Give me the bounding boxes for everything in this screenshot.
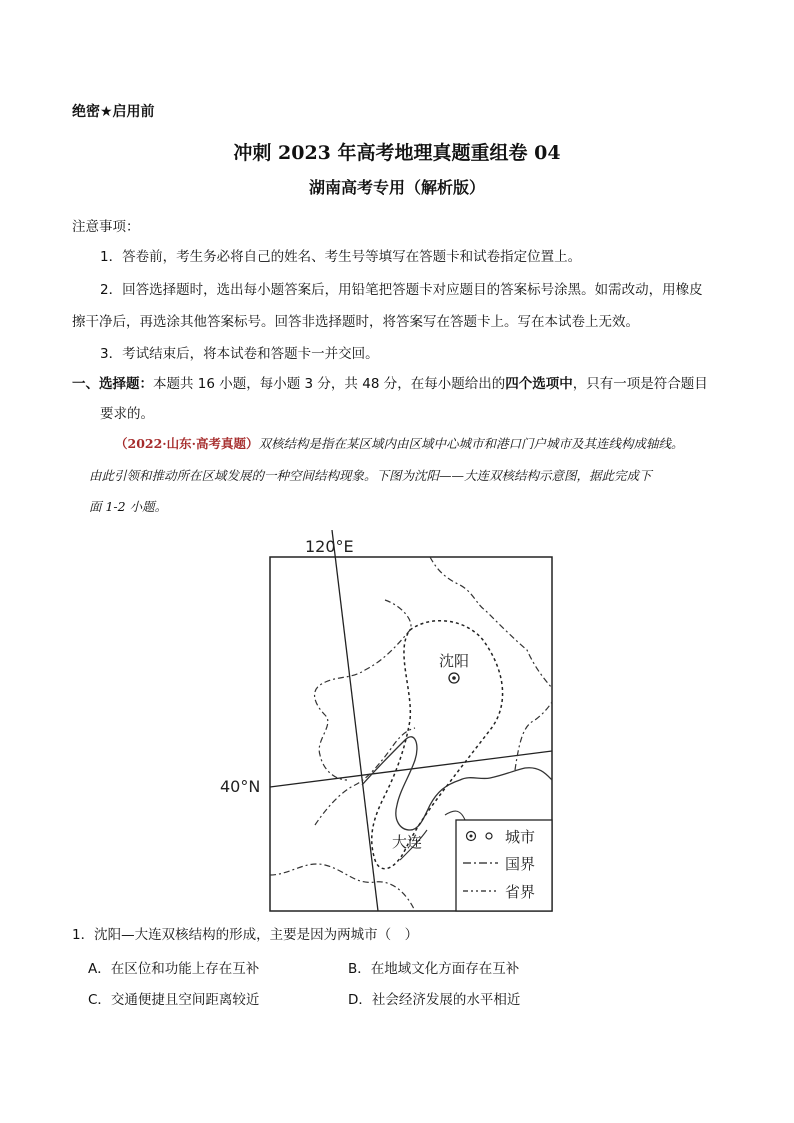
legend-national: 国界 bbox=[505, 855, 536, 873]
section-label: 一、选择题： bbox=[72, 376, 153, 392]
longitude-label: 120°E bbox=[305, 537, 354, 556]
section-text-2: 每小题 3 分，共 48 分，在每小题给出的 bbox=[259, 376, 506, 392]
shenyang-marker-dot bbox=[452, 676, 456, 680]
notes-heading: 注意事项： bbox=[72, 219, 140, 235]
note-item-2-cont: 擦干净后，再选涂其他答案标号。回答非选择题时，将答案写在答题卡上。写在本试卷上无效。 bbox=[72, 314, 639, 330]
intro-line-3: 面 1-2 小题。 bbox=[89, 499, 168, 514]
confidential-label: 绝密★启用前 bbox=[72, 104, 155, 120]
source-tag: （2022·山东·高考真题） bbox=[115, 436, 259, 451]
section-text-3: 四个选项中 bbox=[505, 376, 573, 392]
shenyang-dalian-map bbox=[215, 530, 575, 915]
intro-line-2: 由此引领和推动所在区域发展的一种空间结构现象。下图为沈阳——大连双核结构示意图，据此完成下 bbox=[89, 468, 652, 483]
city-shenyang-label: 沈阳 bbox=[439, 652, 470, 670]
legend-provincial: 省界 bbox=[505, 883, 536, 901]
legend-city: 城市 bbox=[505, 828, 536, 846]
section-text-5: 要求的。 bbox=[100, 406, 154, 422]
option-d[interactable]: D．社会经济发展的水平相近 bbox=[348, 992, 521, 1008]
legend-city-symbol-dot bbox=[470, 835, 473, 838]
page-title: 冲刺 2023 年高考地理真题重组卷 04 bbox=[233, 142, 561, 164]
option-b[interactable]: B．在地域文化方面存在互补 bbox=[348, 961, 520, 977]
intro-line-1 bbox=[115, 434, 684, 454]
note-item-1: 1．答卷前，考生务必将自己的姓名、考生号等填写在答题卡和试卷指定位置上。 bbox=[100, 249, 582, 265]
note-item-3: 3．考试结束后，将本试卷和答题卡一并交回。 bbox=[100, 346, 379, 362]
section-text-1: 本题共 16 小题， bbox=[153, 376, 260, 392]
section-text-4: ，只有一项是符合题目 bbox=[572, 376, 708, 392]
option-a[interactable]: A．在区位和功能上存在互补 bbox=[88, 961, 260, 977]
section-heading bbox=[72, 374, 708, 394]
city-dalian-label: 大连 bbox=[392, 833, 423, 851]
latitude-label: 40°N bbox=[220, 777, 261, 796]
question-1-stem: 1．沈阳—大连双核结构的形成，主要是因为两城市（ ） bbox=[72, 927, 419, 943]
note-item-2: 2．回答选择题时，选出每小题答案后，用铅笔把答题卡对应题目的答案标号涂黑。如需改动，用橡皮 bbox=[100, 282, 703, 298]
page-subtitle: 湖南高考专用（解析版） bbox=[308, 178, 485, 197]
option-c[interactable]: C．交通便捷且空间距离较近 bbox=[88, 992, 260, 1008]
legend-box bbox=[456, 820, 552, 911]
intro-text-1: 双核结构是指在某区域内由区域中心城市和港口门户城市及其连线构成轴线。 bbox=[258, 436, 684, 451]
